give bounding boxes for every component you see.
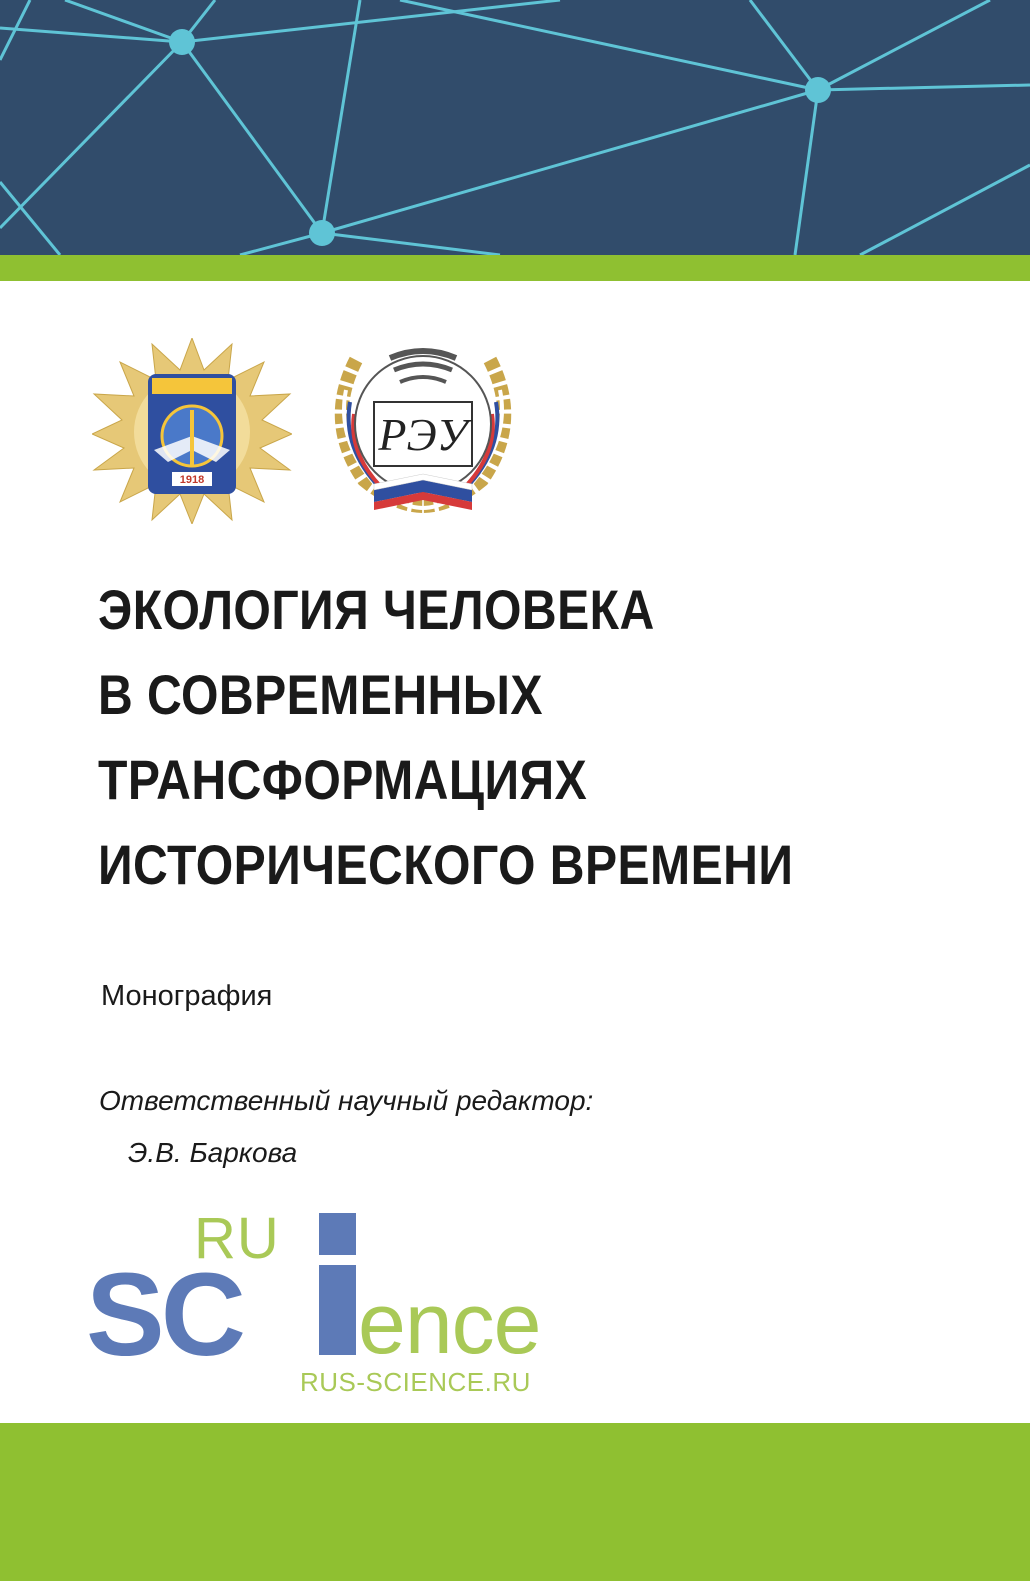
- publisher-logo-i-dot: [319, 1213, 356, 1255]
- svg-text:1918: 1918: [179, 474, 205, 486]
- university-wreath-emblem-icon: [316, 330, 530, 516]
- book-title: [98, 567, 855, 907]
- top-network-band: [0, 0, 1030, 255]
- title-line-3: ТРАНСФОРМАЦИЯХ: [98, 748, 588, 811]
- publisher-logo-ru: RU: [194, 1206, 280, 1271]
- publisher-logo-i-stem: [319, 1265, 356, 1355]
- publisher-logo-sc: SC: [86, 1249, 242, 1381]
- institute-logo-left: [92, 338, 292, 524]
- publisher-url: RUS-SCIENCE.RU: [300, 1367, 531, 1397]
- publisher-logo: [86, 1205, 566, 1405]
- bottom-green-band: [0, 1423, 1030, 1581]
- title-line-2: В СОВРЕМЕННЫХ: [98, 663, 543, 726]
- svg-text:РЭУ: РЭУ: [378, 409, 468, 460]
- title-line-1: ЭКОЛОГИЯ ЧЕЛОВЕКА: [98, 578, 655, 641]
- network-graphic-icon: [0, 0, 1030, 255]
- editor-label: Ответственный научный редактор:: [99, 1085, 594, 1116]
- book-genre: Монография: [101, 980, 273, 1012]
- university-logo-right: [316, 330, 530, 516]
- editor-name: Э.В. Баркова: [128, 1137, 298, 1168]
- publisher-logo-ence: ence: [358, 1276, 541, 1372]
- title-line-4: ИСТОРИЧЕСКОГО ВРЕМЕНИ: [98, 833, 794, 896]
- emblem-star-icon: [92, 338, 292, 524]
- green-stripe: [0, 255, 1030, 281]
